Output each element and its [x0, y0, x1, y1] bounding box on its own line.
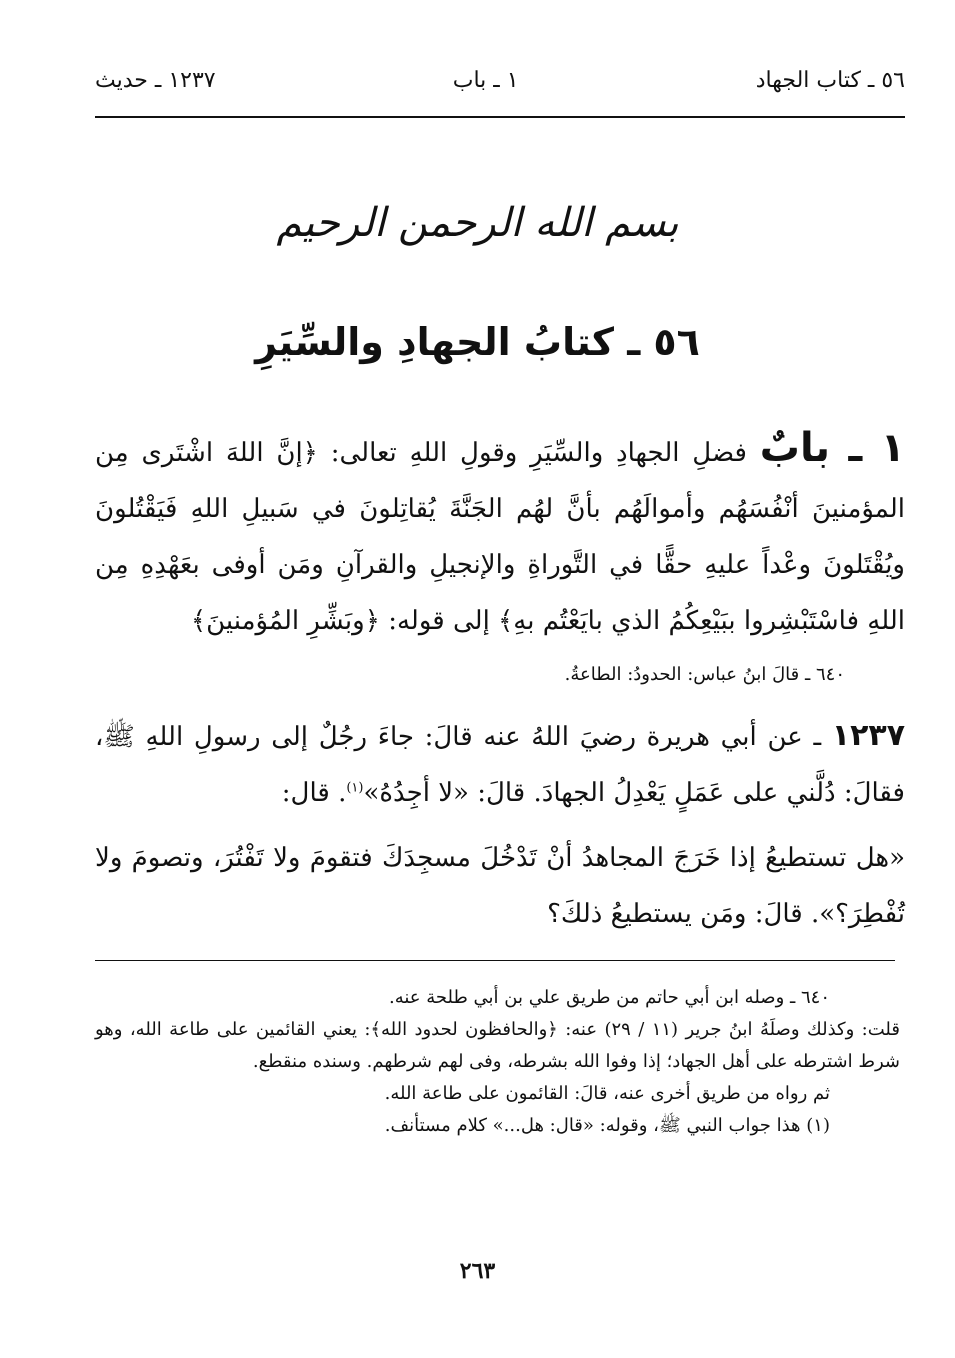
hadith-text-1: ـ عن أبي هريرة رضيَ اللهُ عنه قالَ: جاءَ رجُلٌ إلى رسولِ اللهِ ﷺ، فقالَ: دُلَّني على عَمَلٍ يَعْدِلُ الجهادَ. قالَ: «لا أجِدُهُ»	[95, 722, 905, 808]
footnote-1: (١) هذا جواب النبي ﷺ، وقوله: «قال: هل...» كلام مستأنف.	[384, 1115, 830, 1136]
header-hadith: ١٢٣٧ ـ حديث	[95, 67, 216, 93]
header-rule	[95, 116, 905, 118]
hadith-paragraph	[95, 708, 905, 821]
hadith-text-2: «هل تستطيعُ إذا خَرَجَ المجاهدُ أنْ تَدْخُلَ مسجِدَكَ فتقومَ ولا تَفْتُرَ، وتصومَ ولا تُفْطِرَ؟». قالَ: ومَن يستطيعُ ذلكَ؟	[95, 843, 905, 929]
hadith-paragraph-2	[95, 830, 905, 942]
footnote-marker[interactable]: (١)	[346, 780, 364, 796]
hadith-number: ١٢٣٧	[831, 718, 906, 753]
chapter-label: ١ ـ بابٌ	[759, 425, 905, 471]
header-chapter: ١ ـ باب	[452, 67, 519, 93]
book-title: ٥٦ ـ كتابُ الجهادِ والسِّيَرِ	[255, 320, 700, 364]
header-book: ٥٦ ـ كتاب الجهاد	[755, 67, 905, 93]
page-number: ٢٦٣	[459, 1258, 496, 1284]
note-640: ٦٤٠ ـ قالَ ابنُ عباس: الحدودُ: الطاعةُ.	[564, 664, 845, 685]
footnotes	[95, 982, 900, 1142]
hadith-text-1-end: . قال:	[281, 778, 347, 808]
footnote-comment: قلت: وكذلك وصلَهُ ابنُ جرير (١١ / ٢٩) عنه: ﴿والحافظون لحدود الله﴾: يعني القائمين على طاعة الله، وهو شرط اشترطه على أهل الجهاد؛ إذا وفوا الله بشرطه، وفى لهم شرطهم. وسنده منقطع.	[95, 1019, 900, 1072]
chapter-paragraph	[95, 420, 905, 649]
basmala: بسم الله الرحمن الرحيم	[276, 200, 679, 246]
footnote-640: ٦٤٠ ـ وصله ابن أبي حاتم من طريق علي بن أبي طلحة عنه.	[388, 987, 830, 1008]
chapter-text: فضلِ الجهادِ والسِّيَرِ وقولِ اللهِ تعالى: ﴿إنَّ اللهَ اشْتَرى مِن المؤمنينَ أنْفُسَهُم وأموالَهُم بأنَّ لهُم الجَنَّةَ يُقاتِلونَ في سَبيلِ اللهِ فَيَقْتُلونَ ويُقْتَلونَ وعْداً عليهِ حقًّا في التَّوراةِ والإنجيلِ والقرآنِ ومَن أوفى بعَهْدِهِ مِن اللهِ فاسْتَبْشِروا ببَيْعِكُمُ الذي بايَعْتُم بهِ﴾ إلى قوله: ﴿وبَشِّرِ المُؤمنينَ﴾	[95, 438, 905, 636]
footnote-rule	[95, 960, 895, 961]
running-header	[95, 62, 905, 98]
footnote-other-route: ثم رواه من طريق أخرى عنه، قالَ: القائمون على طاعة الله.	[384, 1083, 830, 1104]
